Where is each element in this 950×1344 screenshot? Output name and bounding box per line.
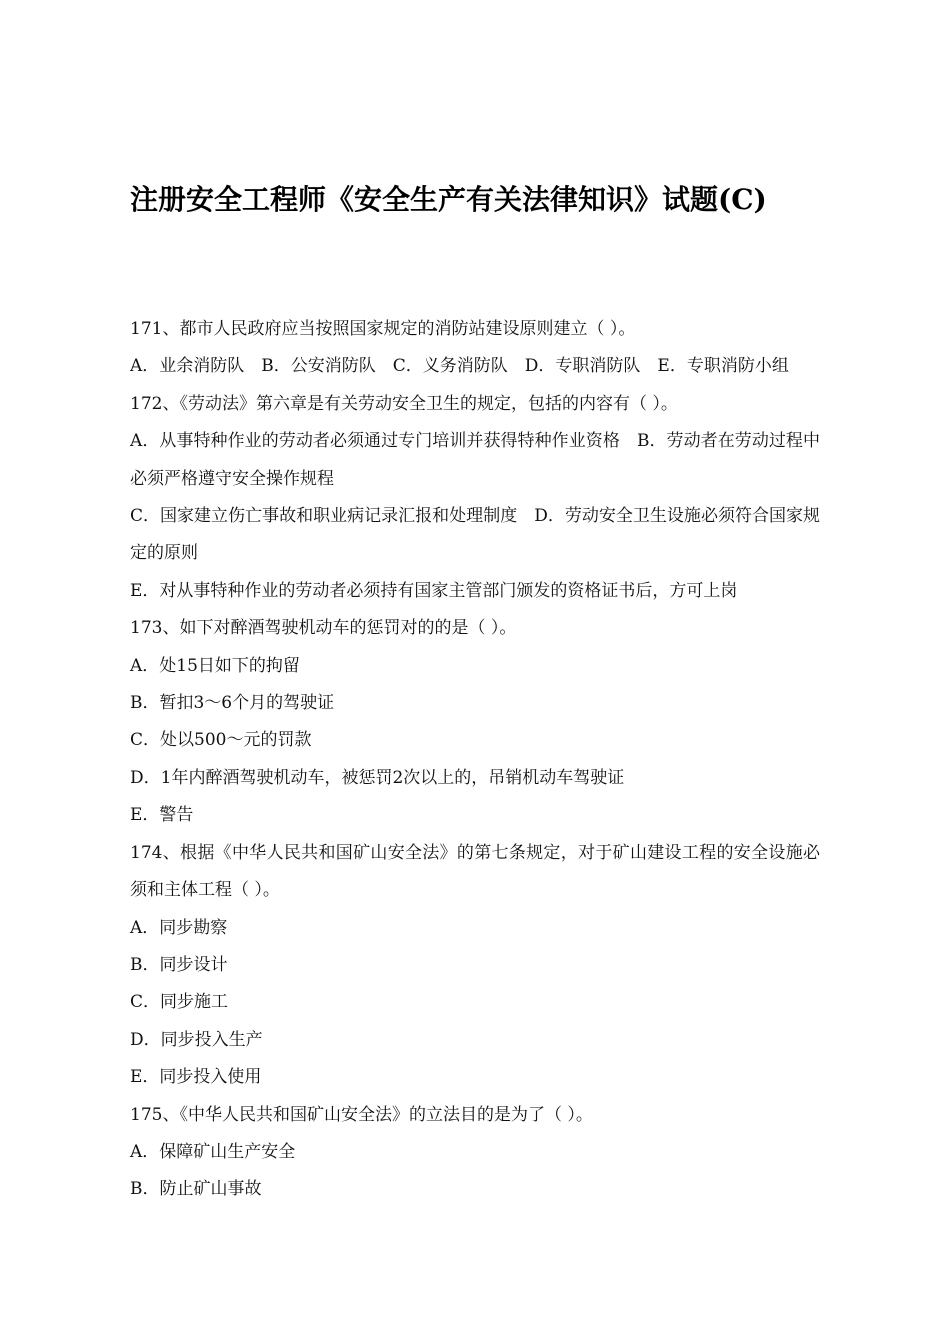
question-173-option-d: D．1年内醉酒驾驶机动车，被惩罚2次以上的，吊销机动车驾驶证 — [130, 767, 625, 788]
question-174-option-d: D．同步投入生产 — [130, 1029, 263, 1050]
question-175-option-a: A．保障矿山生产安全 — [130, 1141, 296, 1162]
document-title: 注册安全工程师《安全生产有关法律知识》试题(C) — [130, 183, 767, 216]
question-175-stem: 175、《中华人民共和国矿山安全法》的立法目的是为了（ ）。 — [130, 1104, 593, 1125]
question-174-option-b: B．同步设计 — [130, 954, 228, 975]
question-174-option-a: A．同步勘察 — [130, 917, 228, 938]
question-173-stem: 173、如下对醉酒驾驶机动车的惩罚对的的是（ ）。 — [130, 618, 517, 639]
question-175-option-b: B．防止矿山事故 — [130, 1179, 262, 1200]
question-174-option-c: C．同步施工 — [130, 992, 229, 1013]
question-list — [130, 311, 820, 1209]
question-172-option-e: E．对从事特种作业的劳动者必须持有国家主管部门颁发的资格证书后，方可上岗 — [130, 580, 738, 601]
question-172-option-a-b: A．从事特种作业的劳动者必须通过专门培训并获得特种作业资格 B．劳动者在劳动过程中必须严格遵守安全操作规程 — [130, 431, 820, 489]
question-171-stem: 171、都市人民政府应当按照国家规定的消防站建设原则建立（ ）。 — [130, 319, 636, 339]
question-174-option-e: E．同步投入使用 — [130, 1067, 262, 1088]
question-173-option-c: C．处以500～元的罚款 — [130, 730, 312, 751]
question-174-stem: 174、根据《中华人民共和国矿山安全法》的第七条规定，对于矿山建设工程的安全设施必须和主体工程（ ）。 — [130, 842, 820, 901]
question-172-option-c-d: C．国家建立伤亡事故和职业病记录汇报和处理制度 D．劳动安全卫生设施必须符合国家规定的原则 — [130, 506, 820, 564]
question-173-option-e: E．警告 — [130, 805, 194, 826]
question-171-options: A．业余消防队 B．公安消防队 C．义务消防队 D．专职消防队 E．专职消防小组 — [130, 356, 789, 377]
question-172-stem: 172、《劳动法》第六章是有关劳动安全卫生的规定，包括的内容有（ ）。 — [130, 393, 678, 414]
question-173-option-a: A．处15日如下的拘留 — [130, 655, 300, 676]
question-173-option-b: B．暂扣3～6个月的驾驶证 — [130, 693, 335, 714]
